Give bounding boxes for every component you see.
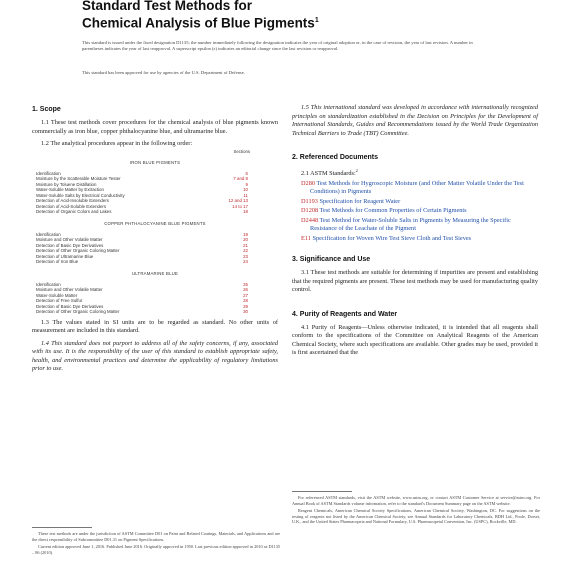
paragraph-2-1: 2.1 ASTM Standards:$^2$ [301, 168, 358, 178]
reference-title-link[interactable]: Specification for Woven Wire Test Sieve Cloth and Test Sieves [312, 234, 472, 242]
table-section-title: ULTRAMARINE BLUE [131, 270, 179, 276]
row-section-number[interactable]: 26 [243, 287, 248, 292]
paragraph-1-1: 1.1 These test methods cover procedures for the chemical analysis of blue pigments known commercially as iron blue, copper phthalocyanine blue, and ultramarine blue. [32, 119, 278, 135]
row-section-number[interactable]: 10 [243, 187, 248, 192]
sections-column-header: Sections [233, 148, 250, 154]
reference-item[interactable] [292, 198, 538, 207]
reference-designation-link[interactable]: D1193 [301, 197, 318, 205]
reference-title-link[interactable]: Test Methods for Common Properties of Certain Pigments [319, 207, 467, 215]
reference-list [292, 180, 538, 244]
footnote-1-edition: Current edition approved June 1, 2016. Published June 2016. Originally approved in 1950. Last previous edition approved in 2010 as D1135 – 86 (2010). [32, 544, 280, 555]
table-row [32, 259, 278, 265]
footnotes-left [32, 531, 280, 557]
row-label: Detection of Organic Colors and Lakes [36, 209, 112, 214]
reference-designation-link[interactable]: E11 [301, 234, 311, 242]
row-section-number[interactable]: 27 [243, 292, 248, 298]
right-column [292, 104, 538, 362]
row-section-number[interactable]: 20 [243, 237, 248, 242]
row-label: Water-Soluble Matter [36, 292, 78, 298]
reference-item[interactable] [292, 180, 538, 197]
row-label: Moisture and Other Volatile Matter [36, 237, 103, 242]
row-section-number[interactable]: 24 [243, 259, 248, 264]
reference-title-link[interactable]: Specification for Reagent Water [319, 197, 401, 205]
row-label: Moisture by the Scatterable Moisture Tester [36, 176, 121, 181]
row-label: Water-Soluble Matter by Extraction [36, 187, 104, 192]
footnote-1: These test methods are under the jurisdiction of ASTM Committee D01 on Paint and Related Coatings, Materials, and Applications and are the direct responsibility of Subcommittee D01.31 on Pigment Specifications. [32, 531, 280, 542]
row-label: Detection of Basic Dye Derivatives [36, 303, 104, 309]
approval-note: This standard has been approved for use by agencies of the U.S. Department of Defense. [82, 70, 245, 75]
table-section [32, 232, 278, 265]
row-section-number[interactable]: 7 and 8 [233, 176, 248, 181]
row-label: Detection of Free Sulfur [36, 298, 83, 303]
left-column [32, 104, 278, 378]
row-label: Detection of Other Organic Coloring Matter [36, 248, 120, 253]
reference-item[interactable] [292, 207, 538, 216]
footnote-rule-right [292, 491, 352, 492]
row-section-number[interactable]: 22 [243, 248, 248, 253]
row-section-number[interactable]: 12 and 13 [228, 198, 248, 203]
row-label: Detection of Ultramarine Blue [36, 253, 94, 259]
row-section-number[interactable]: 23 [243, 253, 248, 259]
row-section-number[interactable]: 6 [245, 170, 248, 176]
row-label: Detection of Other Organic Coloring Matter [36, 309, 120, 314]
paragraph-4-1: 4.1 Purity of Reagents—Unless otherwise indicated, it is intended that all reagents shall conform to the specifications of the Committee on Analytical Reagents of the American Chemical Society, where such specifications are available. Other grades may be used, provided it is first ascertained that the [292, 323, 538, 357]
footnote-3: Reagent Chemicals, American Chemical Society Specifications, American Chemical Society, Washington, DC. For suggestions on the testing of reagents not listed by the American Chemical Society, see Annual Standards for Laboratory Chemicals, BDH Ltd., Poole, Dorset, U.K., and the United States Pharmacopeia and National Formulary, U.S. Pharmacopeial Convention, Inc. (USPC), Rockville, MD. [292, 508, 540, 525]
row-section-number[interactable]: 29 [243, 303, 248, 309]
title-line-1: Standard Test Methods for [82, 0, 253, 13]
reference-designation-link[interactable]: D1208 [301, 207, 319, 215]
section-1-heading: 1. Scope [32, 106, 61, 113]
table-section [32, 282, 278, 315]
title-line-2: Chemical Analysis of Blue Pigments$^1$ [82, 15, 319, 31]
table-section [32, 171, 278, 215]
table-row [32, 309, 278, 315]
row-label: Detection of Acid-Soluble Extenders [36, 203, 107, 209]
row-label: Moisture by Toluene Distillation [36, 181, 97, 187]
row-label: Detection of Acid-Insoluble Extenders [36, 198, 109, 203]
footnote-2: For referenced ASTM standards, visit the ASTM website, www.astm.org, or contact ASTM Customer Service at service@astm.org. For Annual Book of ASTM Standards volume information, refer to the standard's Document Summary page on the ASTM website. [292, 495, 540, 506]
reference-item[interactable] [292, 217, 538, 234]
footnotes-right [292, 495, 540, 527]
paragraph-1-4: 1.4 This standard does not purport to address all of the safety concerns, if any, associated with its use. It is the responsibility of the user of this standard to establish appropriate safety, health, and environmental practices and determine the applicability of regulatory limitations prior to use. [32, 339, 278, 372]
row-section-number[interactable]: 11 [243, 192, 248, 198]
reference-title-link[interactable]: Test Method for Water-Soluble Salts in Pigments by Measuring the Specific Resistance of the Leachate of the Pigment [310, 216, 511, 233]
reference-designation-link[interactable]: D2448 [301, 216, 319, 224]
paragraph-1-2: 1.2 The analytical procedures appear in the following order: [41, 140, 193, 147]
paragraph-3-1: 3.1 These test methods are suitable for determining if impurities are present and establishing that the required pigments are present. These test methods may be used for manufacturing quality control. [292, 269, 538, 294]
row-section-number[interactable]: 30 [243, 309, 248, 314]
row-section-number[interactable]: 28 [243, 298, 248, 303]
table-row [32, 209, 278, 215]
row-label: Moisture and Other Volatile Matter [36, 287, 103, 292]
document-title [82, 0, 502, 31]
table-section-title: IRON BLUE PIGMENTS [129, 159, 181, 165]
issue-note: This standard is issued under the fixed designation D1135; the number immediately following the designation indicates the year of original adoption or, in the case of revision, the year of last revision. A number in parentheses indicates the year of last reapproval. A superscript epsilon (ε) indicates an editorial change since the last revision or reapproval. [82, 40, 473, 52]
row-section-number[interactable]: 25 [243, 281, 248, 287]
reference-item[interactable] [292, 235, 538, 244]
row-section-number[interactable]: 21 [243, 242, 248, 248]
row-section-number[interactable]: 18 [243, 209, 248, 214]
section-4-heading: 4. Purity of Reagents and Water [292, 310, 398, 318]
paragraph-1-3: 1.3 The values stated in SI units are to be regarded as standard. No other units of measurement are included in this standard. [32, 318, 278, 334]
section-2-heading: 2. Referenced Documents [292, 154, 378, 161]
row-section-number[interactable]: 14 to 17 [232, 203, 248, 209]
reference-designation-link[interactable]: D280 [301, 179, 315, 187]
table-section-title: COPPER PHTHALOCYANINE BLUE PIGMENTS [104, 220, 206, 226]
paragraph-1-5: 1.5 This international standard was developed in accordance with internationally recognized principles on standardization established in the Decision on Principles for the Development of International Standards, Guides and Recommendations issued by the World Trade Organization Technical Barriers to Trade (TBT) Committee. [292, 104, 538, 137]
row-label: Water-Soluble Salts by Electrical Conductivity [36, 192, 125, 198]
section-3-heading: 3. Significance and Use [292, 256, 371, 264]
procedure-tables [32, 160, 278, 315]
row-section-number[interactable]: 19 [243, 231, 248, 237]
reference-title-link[interactable]: Test Methods for Hygroscopic Moisture (and Other Matter Volatile Under the Test Conditions) in Pigments [310, 179, 524, 196]
row-label: Detection of Iron Blue [36, 259, 79, 264]
row-section-number[interactable]: 9 [245, 181, 248, 187]
footnote-rule-left [32, 527, 92, 528]
row-label: Identification [36, 170, 61, 176]
row-label: Identification [36, 231, 61, 237]
row-label: Identification [36, 281, 61, 287]
row-label: Detection of Basic Dye Derivatives [36, 242, 104, 248]
